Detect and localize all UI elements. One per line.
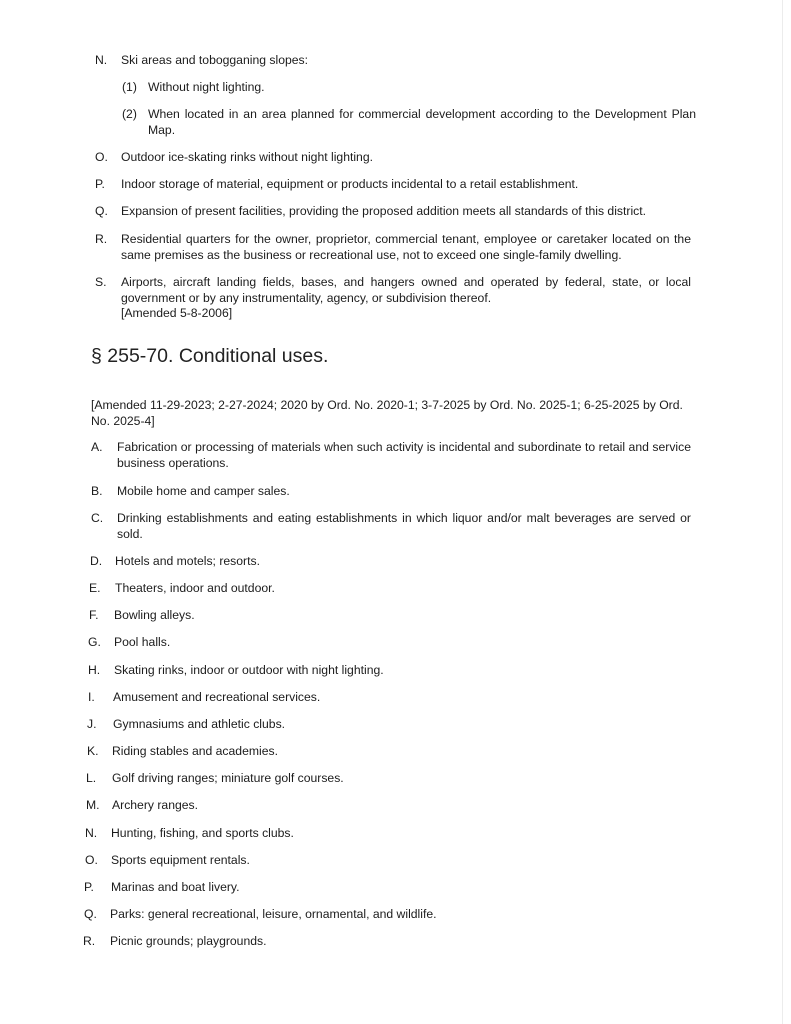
list-text: Gymnasiums and athletic clubs. (113, 717, 286, 731)
page-edge (782, 0, 783, 1024)
list-text: Indoor storage of material, equipment or products incidental to a retail establishment. (121, 177, 579, 191)
list-label: Q. (95, 204, 108, 218)
list-text: Mobile home and camper sales. (117, 484, 290, 498)
section-heading: § 255-70. Conditional uses. (91, 345, 329, 367)
list-text: Riding stables and academies. (112, 744, 278, 758)
list-label: D. (90, 554, 103, 568)
list-text: Pool halls. (114, 635, 171, 649)
list-label: G. (88, 635, 101, 649)
list-text: Theaters, indoor and outdoor. (115, 581, 275, 595)
list-label: N. (95, 53, 108, 67)
list-text: When located in an area planned for commercial development according to the Development Plan Map. (148, 107, 696, 137)
list-label: L. (86, 771, 97, 785)
list-text: Marinas and boat livery. (111, 880, 240, 894)
list-label: F. (89, 608, 99, 622)
list-text: Hotels and motels; resorts. (115, 554, 260, 568)
list-text: Outdoor ice-skating rinks without night lighting. (121, 150, 374, 164)
list-label: H. (88, 663, 101, 677)
list-label: Q. (84, 907, 97, 921)
list-label: R. (83, 934, 96, 948)
list-text: Sports equipment rentals. (111, 853, 250, 867)
list-label: M. (86, 798, 100, 812)
list-text: Picnic grounds; playgrounds. (110, 934, 267, 948)
list-label: I. (88, 690, 95, 704)
list-label: K. (87, 744, 99, 758)
list-label: C. (91, 511, 104, 525)
list-label: O. (85, 853, 98, 867)
list-text: Ski areas and tobogganing slopes: (121, 53, 309, 67)
list-label: B. (91, 484, 103, 498)
list-text: Archery ranges. (112, 798, 199, 812)
list-text: Hunting, fishing, and sports clubs. (111, 826, 294, 840)
list-text: Expansion of present facilities, providing the proposed addition meets all standards of this district. (121, 204, 647, 218)
list-text: Parks: general recreational, leisure, ornamental, and wildlife. (110, 907, 437, 921)
list-label: (1) (122, 80, 137, 94)
list-label: J. (87, 717, 97, 731)
list-text: Residential quarters for the owner, proprietor, commercial tenant, employee or caretaker located on the same premises as the business or recreational use, not to exceed one single-family dwelling. (121, 232, 691, 262)
list-label: A. (91, 440, 103, 454)
amendment-note: [Amended 5-8-2006] (121, 306, 233, 320)
list-label: R. (95, 232, 108, 246)
list-label: E. (89, 581, 101, 595)
list-text: Airports, aircraft landing fields, bases, and hangers owned and operated by federal, state, or local government or by any instrumentality, agency, or subdivision thereof. (121, 275, 691, 305)
list-text: Drinking establishments and eating establishments in which liquor and/or malt beverages are served or sold. (117, 511, 691, 541)
section-amendment: [Amended 11-29-2023; 2-27-2024; 2020 by Ord. No. 2020-1; 3-7-2025 by Ord. No. 2025-1; 6-25-2025 by Ord. No. 2025-4] (91, 398, 683, 428)
list-label: N. (85, 826, 98, 840)
list-text: Skating rinks, indoor or outdoor with night lighting. (114, 663, 384, 677)
list-text: Without night lighting. (148, 80, 265, 94)
list-label: (2) (122, 107, 137, 121)
list-text: Fabrication or processing of materials when such activity is incidental and subordinate to retail and service business operations. (117, 440, 691, 470)
list-text: Amusement and recreational services. (113, 690, 321, 704)
list-text: Bowling alleys. (114, 608, 195, 622)
list-label: P. (84, 880, 94, 894)
list-label: O. (95, 150, 108, 164)
list-label: S. (95, 275, 107, 289)
list-label: P. (95, 177, 105, 191)
list-text: Golf driving ranges; miniature golf courses. (112, 771, 344, 785)
